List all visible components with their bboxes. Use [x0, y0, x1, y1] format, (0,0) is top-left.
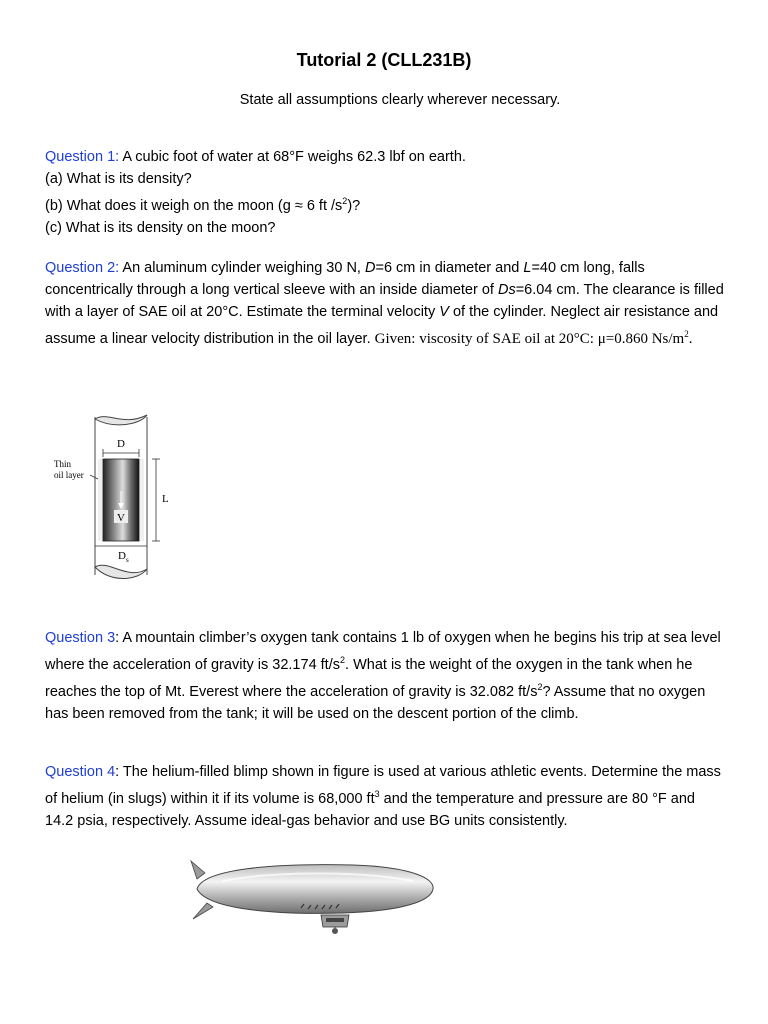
question-4-text-2: and the temperature and pressure are 80 °F and 14.2 psia, respectively. Assume ideal-gas behavior and use BG units consistently.: [45, 790, 695, 829]
question-1-part-c: (c) What is its density on the moon?: [45, 219, 276, 236]
question-4: [45, 761, 725, 832]
question-3-text-3: ? Assume that no oxygen has been removed from the tank; it will be used on the descent portion of the climb.: [45, 683, 706, 722]
blimp-bottom-fin: [193, 903, 213, 919]
question-3-text-1: : A mountain climber’s oxygen tank contains 1 lb of oxygen when he begins his trip at sea level where the acceleration of gravity is 32.174 ft/s: [45, 630, 721, 673]
thin-label: Thin: [54, 459, 71, 469]
gondola-windows: [326, 918, 344, 922]
question-2-text-3: =40 cm long, falls concentrically through a long vertical sleeve with an inside diameter of: [45, 260, 645, 298]
blimp-figure: [183, 855, 443, 945]
sleeve-bottom-break: [95, 565, 147, 578]
question-3-sup-1: 2: [340, 655, 346, 665]
question-1-part-b-sup: 2: [342, 196, 348, 206]
question-2-text-5: of the cylinder. Neglect air resistance and assume a linear velocity distribution in the oil layer.: [45, 304, 719, 347]
question-2-var-v: V: [439, 304, 449, 320]
question-3: [45, 627, 725, 725]
question-1-label: Question 1:: [45, 149, 120, 165]
question-2-var-l: L: [523, 260, 532, 276]
blimp-envelope: [197, 865, 433, 914]
question-2: [45, 257, 725, 350]
gondola-wheel: [332, 928, 338, 934]
question-3-sup-2: 2: [537, 681, 543, 692]
oil-layer-label: oil layer: [54, 470, 84, 480]
question-2-given-sup: 2: [684, 329, 689, 339]
ds-label: D: [118, 550, 126, 562]
question-1-part-b: [45, 190, 735, 217]
question-1-part-b-end: )?: [347, 197, 361, 214]
cylinder-sleeve-figure: [48, 405, 178, 585]
d-label: D: [117, 438, 125, 450]
question-2-text-4: =6.04 cm. The clearance is filled with a layer of SAE oil at 20°C. Estimate the terminal velocity: [45, 282, 724, 320]
sleeve-top-break: [95, 415, 147, 425]
question-4-text-1: : The helium-filled blimp shown in figure is used at various athletic events. Determine the mass of helium (in slugs) within it if its volume is 68,000 ft: [45, 764, 721, 807]
question-3-label: Question 3: [45, 630, 116, 646]
question-4-sup: 3: [374, 789, 380, 799]
question-3-text-2: . What is the weight of the oxygen in the tank when he reaches the top of Mt. Everest where the acceleration of gravity is 32.082 ft/s: [45, 656, 693, 700]
question-1-part-a: (a) What is its density?: [45, 171, 192, 187]
question-2-var-ds: Ds: [497, 282, 516, 298]
v-label: V: [117, 512, 125, 524]
question-1-part-b-text: (b) What does it weigh on the moon (g ≈ 6 ft /s: [45, 197, 343, 214]
page-subtitle: State all assumptions clearly wherever necessary.: [239, 92, 561, 108]
question-2-var-d: D: [365, 260, 376, 276]
question-2-text-1: An aluminum cylinder weighing 30 N,: [119, 260, 365, 276]
blimp-top-fin: [191, 861, 205, 879]
question-2-label: Question 2:: [45, 260, 120, 276]
oil-layer-pointer: [90, 475, 98, 479]
question-1-text: A cubic foot of water at 68°F weighs 62.3 lbf on earth.: [119, 149, 466, 165]
question-2-given-end: .: [688, 330, 693, 347]
ds-label-subscript: s: [126, 556, 129, 564]
page-title: Tutorial 2 (CLL231B): [296, 50, 472, 70]
question-2-given: Given: viscosity of SAE oil at 20°C: μ=0.860 Ns/m: [374, 330, 685, 347]
question-2-text-2: =6 cm in diameter and: [375, 260, 524, 276]
question-1: [45, 146, 735, 239]
question-1-line: [45, 146, 735, 168]
l-label: L: [162, 493, 169, 505]
question-4-label: Question 4: [45, 764, 116, 780]
